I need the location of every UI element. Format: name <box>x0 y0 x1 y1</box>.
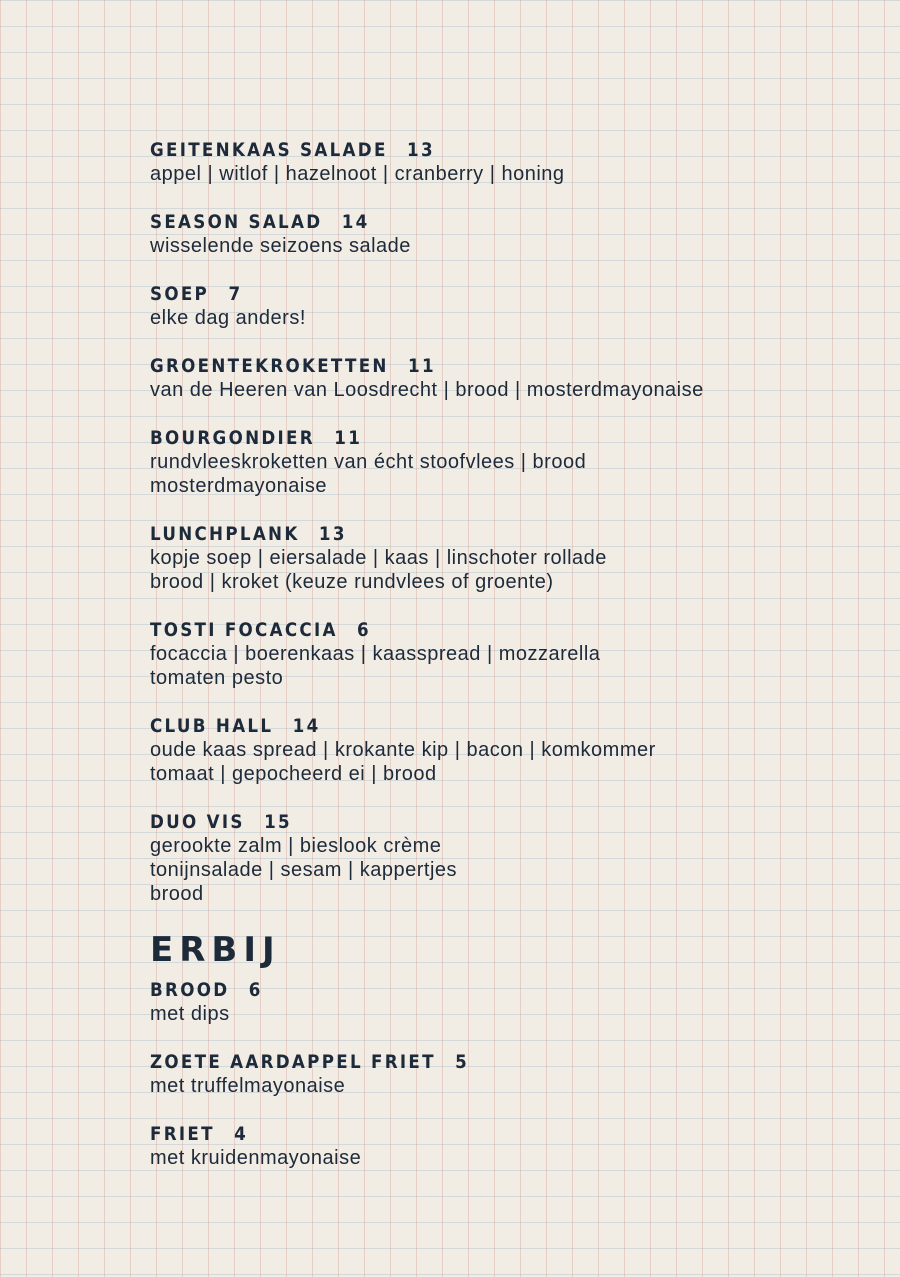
item-title <box>150 138 784 162</box>
section-heading-erbij: ERBIJ <box>150 930 281 970</box>
menu-item-tosti-focaccia <box>150 618 870 690</box>
description-line: wisselende seizoens salade <box>150 235 411 257</box>
description-line: mosterdmayonaise <box>150 475 327 497</box>
item-name: SOEP <box>150 283 210 305</box>
item-description <box>150 834 870 906</box>
menu-item-friet <box>150 1122 870 1170</box>
item-price: 5 <box>455 1051 470 1073</box>
menu-item-club-hall <box>150 714 870 786</box>
item-title <box>150 426 784 450</box>
description-line: van de Heeren van Loosdrecht | brood | mosterdmayonaise <box>150 379 704 401</box>
description-line: brood | kroket (keuze rundvlees of groente) <box>150 571 554 593</box>
description-line: tonijnsalade | sesam | kappertjes <box>150 859 458 881</box>
item-price: 13 <box>318 523 347 545</box>
description-line: met kruidenmayonaise <box>150 1147 362 1169</box>
description-line: rundvleeskroketten van écht stoofvlees | brood <box>150 451 587 473</box>
menu-item-brood <box>150 978 870 1026</box>
item-title <box>150 1050 784 1074</box>
item-name: GEITENKAAS SALADE <box>150 139 388 161</box>
item-title <box>150 1122 784 1146</box>
description-line: focaccia | boerenkaas | kaasspread | mozzarella <box>150 643 601 665</box>
item-price: 15 <box>264 811 292 833</box>
item-name: TOSTI FOCACCIA <box>150 619 338 641</box>
item-description <box>150 1074 870 1098</box>
item-title <box>150 978 784 1002</box>
item-title <box>150 354 784 378</box>
menu-page <box>150 138 870 1194</box>
menu-item-duo-vis <box>150 810 870 906</box>
item-name: SEASON SALAD <box>150 211 323 233</box>
item-price: 14 <box>292 715 321 737</box>
item-description <box>150 162 870 186</box>
item-description <box>150 642 870 690</box>
erbij-section <box>150 930 870 1170</box>
description-line: kopje soep | eiersalade | kaas | linschoter rollade <box>150 547 607 569</box>
item-name: DUO VIS <box>150 811 245 833</box>
item-description <box>150 378 870 402</box>
item-price: 7 <box>228 283 243 305</box>
menu-item-lunchplank <box>150 522 870 594</box>
item-description <box>150 738 870 786</box>
item-title <box>150 282 784 306</box>
item-title <box>150 522 784 546</box>
description-line: met dips <box>150 1003 230 1025</box>
description-line: tomaten pesto <box>150 667 284 689</box>
item-price: 14 <box>341 211 370 233</box>
item-name: BROOD <box>150 979 230 1001</box>
item-description <box>150 234 870 258</box>
item-price: 6 <box>357 619 371 641</box>
menu-item-groentekroketten <box>150 354 870 402</box>
description-line: met truffelmayonaise <box>150 1075 346 1097</box>
description-line: oude kaas spread | krokante kip | bacon | komkommer <box>150 739 656 761</box>
description-line: tomaat | gepocheerd ei | brood <box>150 763 437 785</box>
item-name: FRIET <box>150 1123 215 1145</box>
item-description <box>150 450 870 498</box>
item-price: 4 <box>234 1123 249 1145</box>
item-title <box>150 810 784 834</box>
item-name: ZOETE AARDAPPEL FRIET <box>150 1051 436 1073</box>
item-price: 13 <box>407 139 435 161</box>
item-description <box>150 1146 870 1170</box>
item-price: 11 <box>334 427 363 449</box>
item-title <box>150 714 784 738</box>
item-title <box>150 210 784 234</box>
menu-item-bourgondier <box>150 426 870 498</box>
item-description <box>150 306 870 330</box>
item-name: BOURGONDIER <box>150 427 315 449</box>
item-name: GROENTEKROKETTEN <box>150 355 389 377</box>
lunch-section <box>150 138 870 906</box>
item-title <box>150 618 784 642</box>
description-line: appel | witlof | hazelnoot | cranberry | honing <box>150 163 565 185</box>
menu-item-zoete-aardappel-friet <box>150 1050 870 1098</box>
item-price: 11 <box>408 355 436 377</box>
item-name: CLUB HALL <box>150 715 274 737</box>
menu-item-soep <box>150 282 870 330</box>
description-line: gerookte zalm | bieslook crème <box>150 835 442 857</box>
item-price: 6 <box>248 979 263 1001</box>
item-description <box>150 546 870 594</box>
menu-item-season-salad <box>150 210 870 258</box>
description-line: brood <box>150 883 204 905</box>
item-description <box>150 1002 870 1026</box>
description-line: elke dag anders! <box>150 307 306 329</box>
menu-item-geitenkaas-salade <box>150 138 870 186</box>
item-name: LUNCHPLANK <box>150 523 300 545</box>
